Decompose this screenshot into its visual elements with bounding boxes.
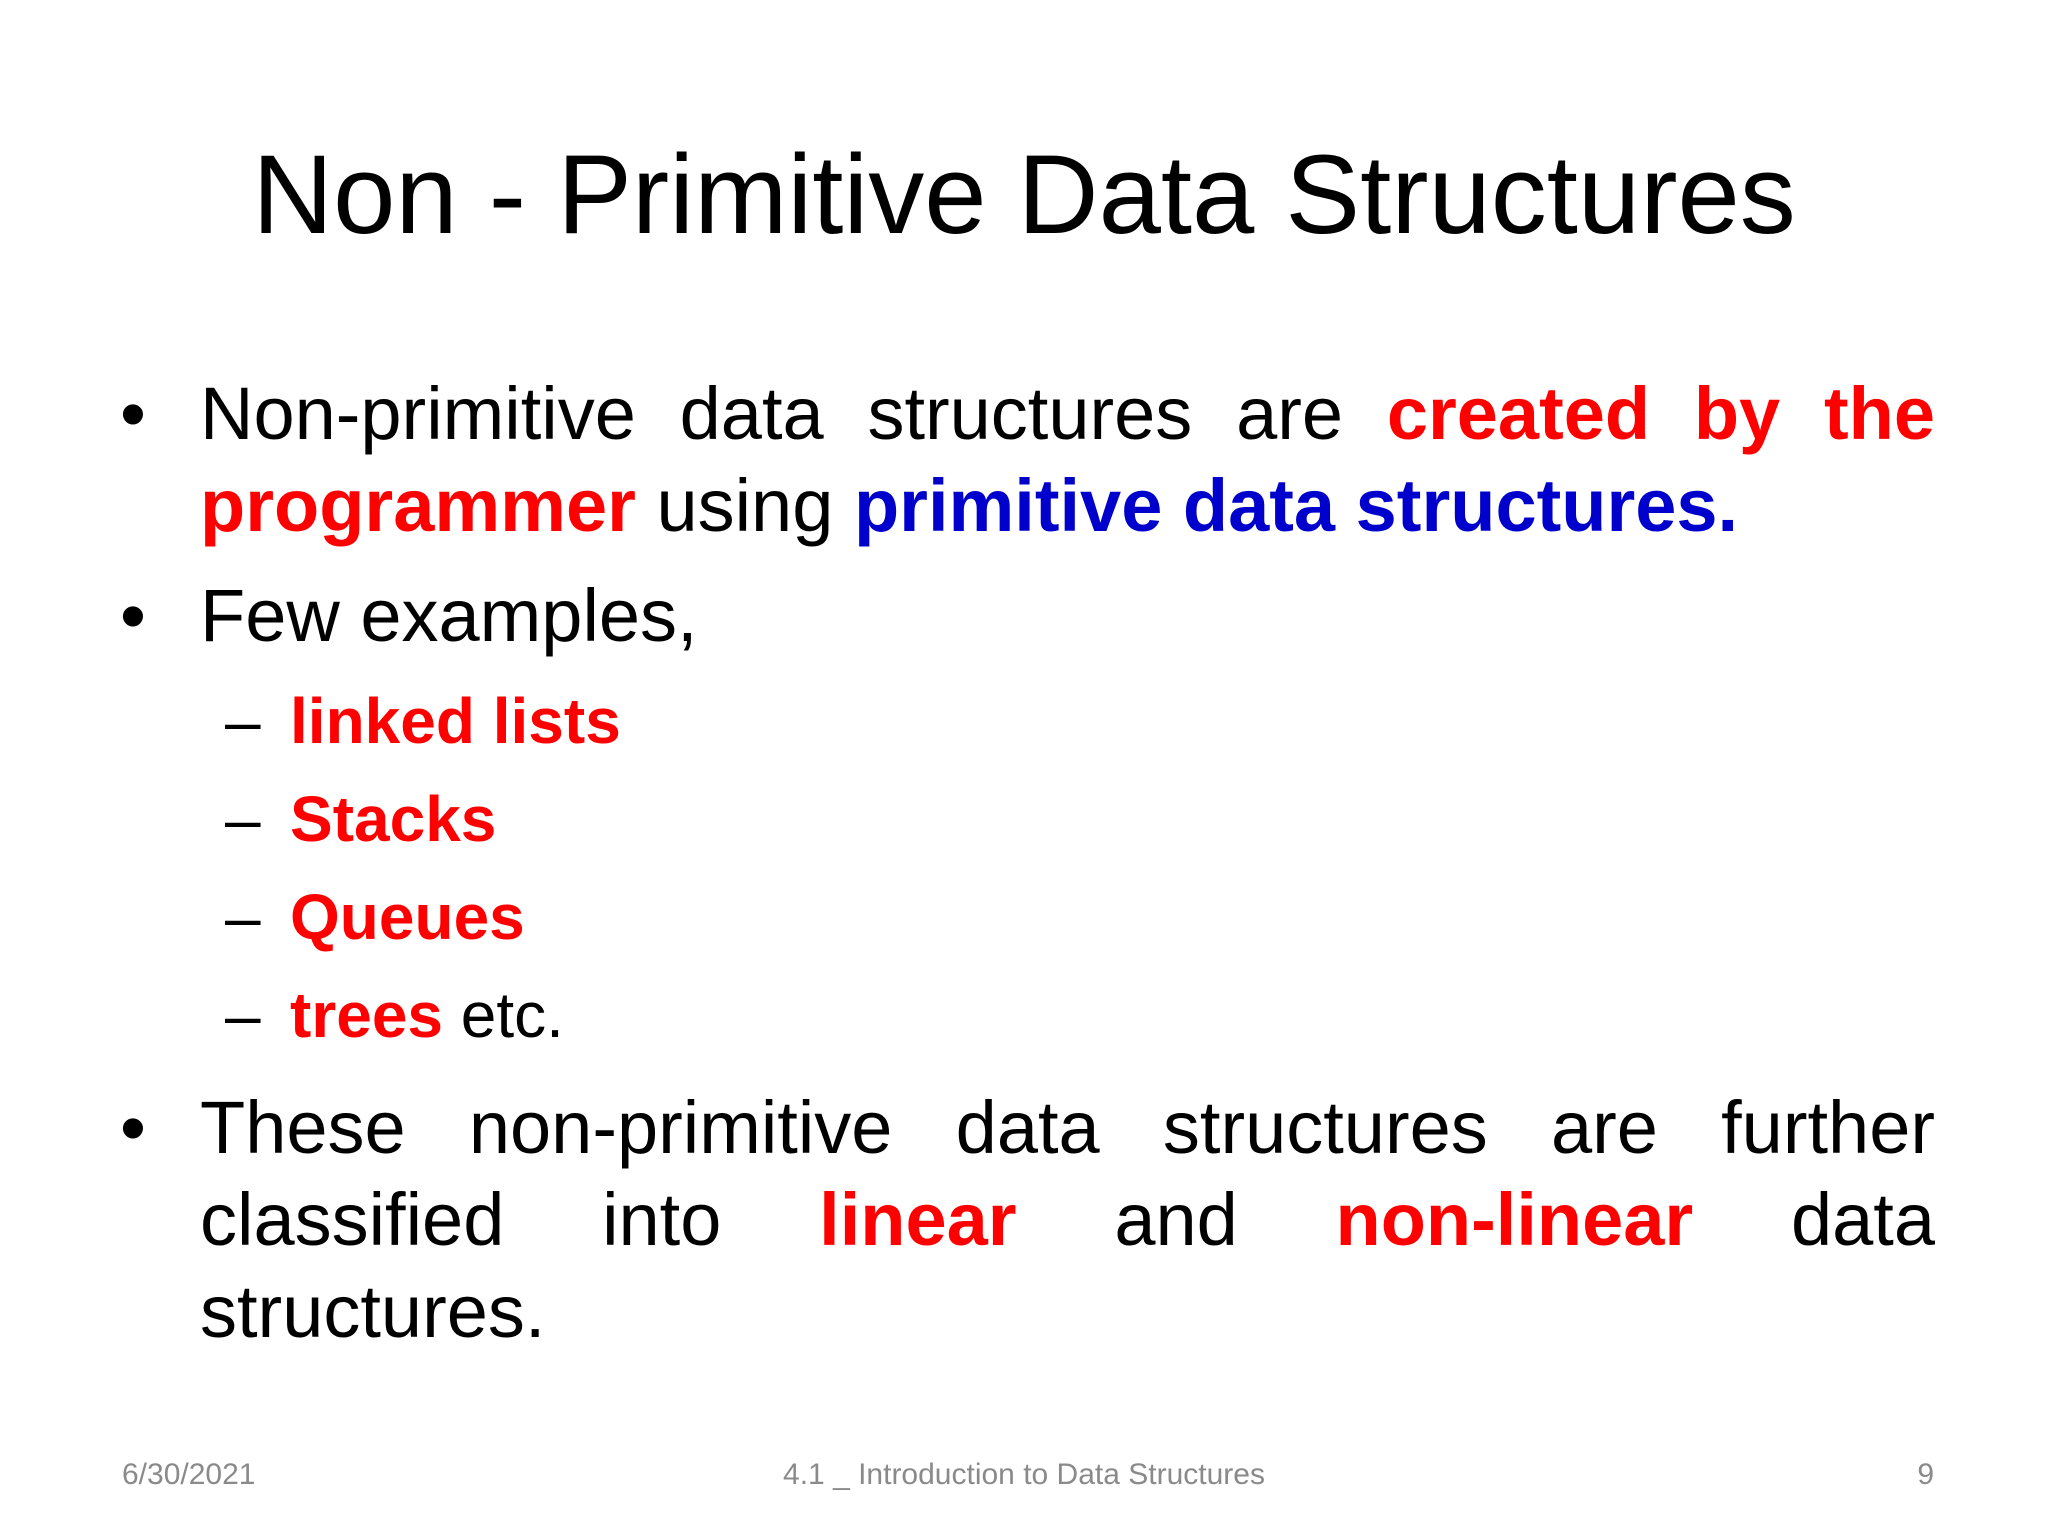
- bullet-text: Non-primitive data structures are: [200, 372, 1387, 455]
- dash-marker: –: [225, 979, 261, 1051]
- bullet-text: Few examples,: [200, 574, 698, 657]
- emphasis-non-linear: non-linear: [1335, 1178, 1694, 1261]
- dash-marker: –: [225, 881, 261, 953]
- examples-list: [120, 672, 1935, 1064]
- bullet-line: These non-primitive data structures are further: [200, 1086, 1935, 1169]
- list-item: [120, 966, 1935, 1064]
- bullet-dot: •: [120, 372, 146, 455]
- bullet-text: and: [1016, 1178, 1336, 1261]
- emphasis-created-by-programmer: created by the programmer: [200, 372, 1935, 547]
- example-suffix: etc.: [443, 979, 564, 1051]
- bullet-dot: •: [120, 574, 146, 657]
- example-label: Stacks: [290, 783, 497, 855]
- bullet-classification: [120, 1082, 1935, 1358]
- bullet-non-primitive-definition: [120, 368, 1935, 552]
- bullet-text: classified into: [200, 1178, 820, 1261]
- footer-title: 4.1 _ Introduction to Data Structures: [783, 1458, 1265, 1491]
- example-label: linked lists: [290, 685, 621, 757]
- bullet-line: [200, 1174, 1935, 1266]
- list-item: [120, 868, 1935, 966]
- example-label: Queues: [290, 881, 525, 953]
- slide-body: [120, 368, 1935, 1358]
- emphasis-primitive-data-structures: primitive data structures.: [853, 464, 1739, 547]
- list-item: [120, 770, 1935, 868]
- bullet-line: structures.: [200, 1270, 546, 1353]
- example-label: trees: [290, 979, 443, 1051]
- bullet-few-examples: [120, 570, 1935, 662]
- bullet-text: data: [1693, 1178, 1935, 1261]
- footer-page-number: 9: [1917, 1458, 1934, 1491]
- emphasis-linear: linear: [819, 1178, 1017, 1261]
- footer-date: 6/30/2021: [122, 1458, 256, 1491]
- bullet-text: using: [635, 464, 854, 547]
- dash-marker: –: [225, 685, 261, 757]
- slide-title: Non - Primitive Data Structures: [252, 132, 1796, 257]
- dash-marker: –: [225, 783, 261, 855]
- list-item: [120, 672, 1935, 770]
- bullet-dot: •: [120, 1086, 146, 1169]
